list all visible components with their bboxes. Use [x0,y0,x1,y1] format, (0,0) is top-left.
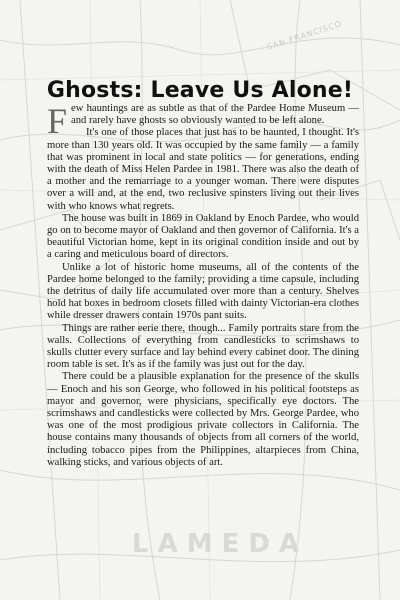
paragraph-1 [47,101,359,141]
paragraph-6: There could be a plausible explanation for the presence of the skulls — Enoch and his son George, who followed in his political footsteps as mayor and governor, were physicians, specifically eye doctors. The scrimshaws and candlesticks were collected by Mrs. George Pardee, who was one of the most prodigious private collectors in California. The house contains many thousands of objects from all corners of the world, including tobacco pipes from the Philippines, altarpieces from China, walking sticks, and various objects of art. [47,371,359,468]
paragraph-3: The house was built in 1869 in Oakland by Enoch Pardee, who would go on to become mayor of Oakland and then governor of California. It's a beautiful Victorian home, kept in its original condition inside and out by a caring and meticulous board of directors. [47,212,359,261]
drop-cap: F [47,101,68,141]
paragraph-5: Things are rather eerie there, though... Family portraits stare from the walls. Collections of everything from candlesticks to scrimshaws to skulls clutter every surface and lay behind every cabinet door. The dining room table is set. It's as if the family was just out for the day. [47,322,359,371]
map-label-san-francisco: SAN FRANCISCO [265,19,344,52]
paragraph-1-text: ew hauntings are as subtle as that of the Pardee Home Museum — and rarely have ghosts so obviously wanted to be left alone. [71,103,359,127]
chapter-title: Ghosts: Leave Us Alone! [46,77,354,103]
paragraph-2: It's one of those places that just has to be haunted, I thought. It's more than 130 years old. It was occupied by the same family — a family that was prominent in local and state politics — for generations, ending with the death of Miss Helen Pardee in 1981. There was also the death of a mother and the remarriage to a younger woman. There were disputes over a will and, at the end, two reclusive spinsters living out their lives with who knows what regrets. [47,127,359,212]
paragraph-4: Unlike a lot of historic home museums, all of the contents of the Pardee home belonged to the family; providing a time capsule, including the detritus of daily life accumulated over more than a century. Shelves hold hat boxes in bedroom closets filled with dainty Victorian-era clothes while dresser drawers contain 1970s pant suits. [47,261,359,322]
article-body [47,103,359,469]
map-label-alameda: LAMEDA [132,529,309,559]
